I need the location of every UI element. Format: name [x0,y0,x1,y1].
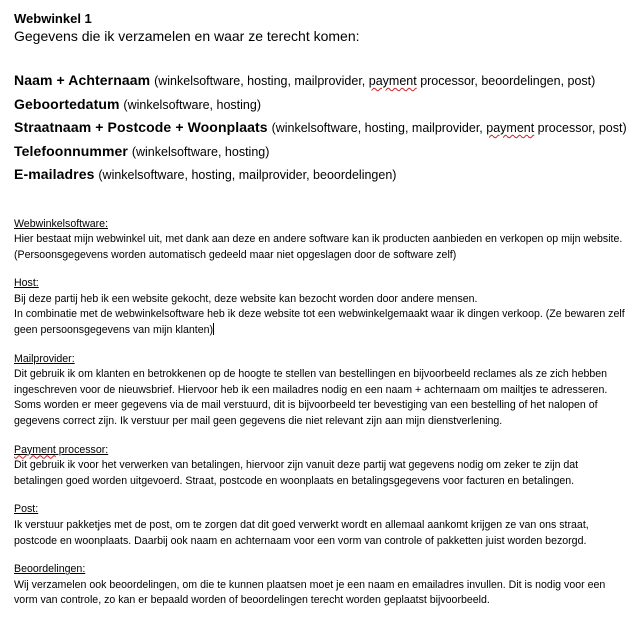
section-mailprovider [14,352,628,430]
field-geboortedatum [14,93,628,117]
field-destinations: (winkelsoftware, hosting, mailprovider, payment processor, beoordelingen, post) [154,74,596,88]
field-adres [14,116,628,140]
field-label: Straatnaam + Postcode + Woonplaats [14,119,268,135]
section-paragraph: Dit gebruik ik om klanten en betrokkenen op de hoogte te stellen van bestellingen en bijvoorbeeld reclames als ze zich hebben ingeschreven voor de nieuwsbrief. Hiervoor heb ik een mailadres nodig en een naam + achternaam om mailtjes te adresseren. Soms worden er meer gegevens via de mail verstuurd, dit is bijvoorbeeld ter bevestiging van een bestelling of het nalopen of gegevens correct zijn. Ik verstuur per mail geen gegevens die niet relevant zijn aan mijn dienstverlening. [14,368,608,428]
field-destinations: (winkelsoftware, hosting, mailprovider, payment processor, post) [271,121,627,135]
field-destinations: (winkelsoftware, hosting) [131,144,270,159]
field-destinations: (winkelsoftware, hosting) [123,97,261,112]
field-destinations: (winkelsoftware, hosting, mailprovider, beoordelingen) [98,168,397,182]
section-paragraph: Ik verstuur pakketjes met de post, om te zorgen dat dit goed verwerkt wordt en allemaal aankomt krijgen ze van ons straat, postcode en woonplaats. Daarbij ook naam en achternaam voor een vorm van controle of pakketten juist worden bezorgd. [14,519,589,547]
document-page[interactable] [14,10,628,622]
section-heading: Payment processor: [14,443,109,456]
section-heading: Host: [14,277,39,290]
document-title: Webwinkel 1 [14,11,92,26]
field-naam-achternaam [14,69,628,93]
field-label: Naam + Achternaam [14,72,151,88]
section-beoordelingen [14,562,628,609]
section-heading: Webwinkelsoftware: [14,217,109,230]
section-paragraph: Dit gebruik ik voor het verwerken van betalingen, hiervoor zijn vanuit deze partij wat gegevens nodig om zeker te zijn dat betalingen goed worden uitgevoerd. Straat, postcode en woonplaats en betalingsgegevens voor facturen en betalingen. [14,459,579,487]
document-subtitle: Gegevens die ik verzamelen en waar ze terecht komen: [14,28,360,44]
section-paragraph: Bij deze partij heb ik een website gekocht, deze website kan bezocht worden door andere mensen. [14,292,478,305]
field-telefoonnummer [14,140,628,164]
explanation-sections [14,217,628,609]
field-emailadres [14,163,628,187]
spelling-error-mark: payment [486,121,535,135]
section-post [14,502,628,549]
section-paragraph: Hier bestaat mijn webwinkel uit, met dank aan deze en andere software kan ik producten aanbieden en verkopen op mijn website. (Persoonsgegevens worden automatisch gedeeld maar niet opgeslagen door de software zelf) [14,233,623,261]
section-paragraph: In combinatie met de webwinkelsoftware heb ik deze website tot een webwinkelgemaakt waar ik dingen verkoop. (Ze bewaren zelf geen persoonsgegevens van mijn klanten) [14,308,625,337]
spelling-error-mark: payment [368,74,417,88]
data-fields-list [14,69,628,187]
section-webwinkelsoftware [14,217,628,264]
section-heading: Beoordelingen: [14,563,86,576]
section-host [14,276,628,338]
section-payment-processor [14,443,628,490]
section-heading: Post: [14,503,39,516]
section-heading: Mailprovider: [14,352,75,365]
spelling-error-mark: Payment [14,443,56,456]
section-paragraph: Wij verzamelen ook beoordelingen, om die te kunnen plaatsen moet je een naam en emailadres invullen. Dit is nodig voor een vorm van controle, zo kan er bepaald worden of beoordelingen terecht worden geplaatst bijvoorbeeld. [14,578,606,607]
text-cursor [213,323,214,335]
field-label: Telefoonnummer [14,142,128,159]
field-label: Geboortedatum [14,95,120,112]
field-label: E-mailadres [14,166,95,182]
